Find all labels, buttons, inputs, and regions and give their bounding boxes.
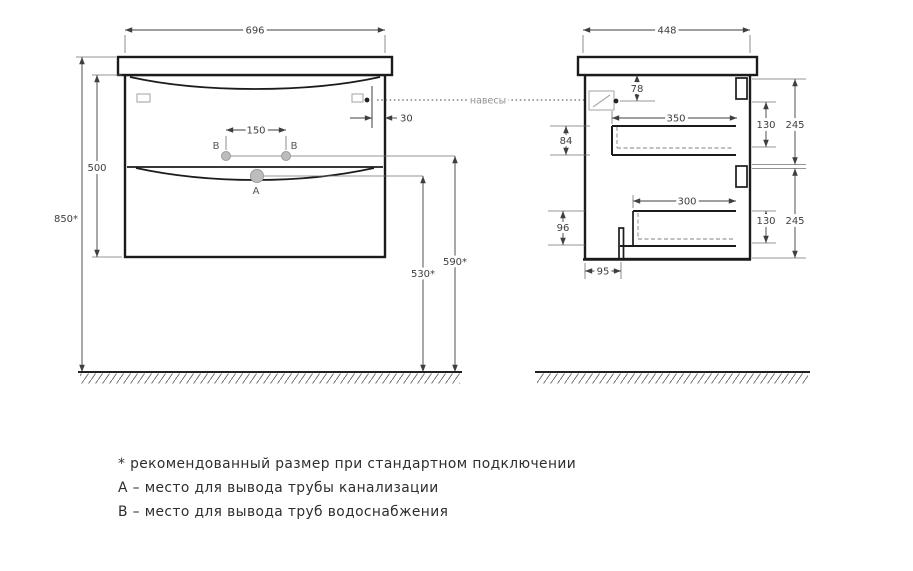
svg-text:530*: 530* (410, 269, 436, 280)
svg-text:95: 95 (596, 266, 610, 278)
front-view (54, 26, 597, 373)
svg-text:78: 78 (630, 84, 644, 95)
svg-text:448: 448 (657, 25, 677, 37)
floor-hatch-right (537, 374, 808, 384)
svg-text:84: 84 (559, 136, 573, 147)
svg-text:350: 350 (666, 113, 686, 125)
notes (118, 456, 576, 520)
dim-bottom-drawer-box-height (756, 211, 775, 243)
dim-back-recess-depth (585, 262, 621, 279)
front-countertop (118, 57, 392, 75)
drain-label: А (252, 186, 260, 197)
floor-hatch-left (80, 374, 460, 384)
dim-supply-height (443, 156, 467, 372)
floor (78, 372, 810, 384)
svg-text:130: 130 (756, 120, 776, 131)
drain-hole (251, 170, 264, 183)
dim-side-depth (583, 26, 750, 54)
svg-text:590*: 590* (442, 257, 468, 268)
side-countertop (578, 57, 757, 75)
svg-text:245: 245 (785, 120, 805, 131)
dim-top-drawer-box-height (756, 102, 775, 147)
note-drain-location: А – место для вывода трубы канализации (118, 480, 439, 496)
hanger-bracket-icon (589, 91, 618, 110)
note-supply-location: В – место для вывода труб водоснабжения (118, 504, 449, 520)
svg-text:96: 96 (556, 223, 570, 234)
dim-front-width (125, 26, 385, 54)
hanger-icon-left (137, 94, 150, 102)
supply-hole-left (222, 152, 231, 161)
dim-drain-height (411, 176, 435, 372)
supply-label-left: В (212, 141, 220, 152)
dim-top-drawer-front-height (785, 79, 804, 165)
svg-text:150: 150 (246, 125, 266, 137)
dim-bottom-drawer-front-height (785, 169, 804, 259)
supply-hole-right (282, 152, 291, 161)
hangers-label: навесы (469, 95, 507, 107)
svg-text:245: 245 (785, 216, 805, 227)
svg-text:130: 130 (756, 216, 776, 227)
dim-cabinet-height (87, 75, 122, 257)
side-view (548, 26, 806, 280)
dim-install-height (54, 57, 116, 372)
svg-text:500: 500 (87, 163, 107, 174)
svg-text:696: 696 (245, 25, 265, 37)
dim-bottom-drawer-side-height (548, 211, 585, 245)
side-extension-lines (752, 79, 806, 258)
svg-text:850*: 850* (53, 214, 79, 225)
supply-label-right: В (290, 141, 298, 152)
front-cabinet-body (125, 75, 385, 257)
svg-text:300: 300 (677, 196, 697, 208)
svg-text:30: 30 (400, 113, 413, 125)
note-recommended-size: * рекомендованный размер при стандартном подключении (118, 456, 577, 472)
